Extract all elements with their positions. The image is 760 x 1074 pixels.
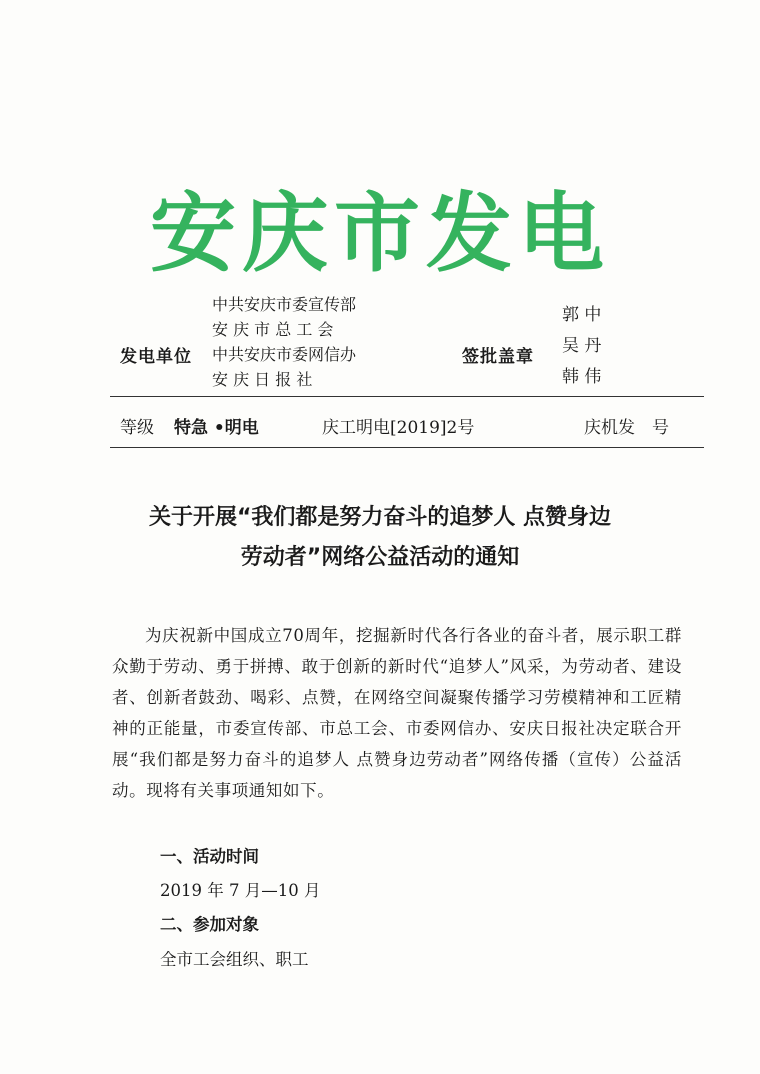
document-number: 庆工明电[2019]2号 bbox=[322, 418, 475, 438]
signer-item: 郭 中 bbox=[562, 305, 602, 325]
level-value: 特急 •明电 bbox=[174, 418, 259, 438]
section-heading: 一、活动时间 bbox=[160, 847, 259, 866]
issuer-list bbox=[212, 292, 356, 392]
level-label: 等级 bbox=[120, 418, 154, 438]
header-divider-top bbox=[110, 396, 704, 397]
section-text: 全市工会组织、职工 bbox=[160, 950, 309, 969]
document-title-line1: 关于开展“我们都是努力奋斗的追梦人 点赞身边 bbox=[148, 505, 612, 530]
issuer-item: 中共安庆市委网信办 bbox=[212, 345, 357, 364]
header-divider-bottom bbox=[110, 447, 704, 448]
issuer-item: 安 庆 市 总 工 会 bbox=[212, 320, 334, 339]
signer-list bbox=[562, 300, 601, 393]
issuer-label: 发电单位 bbox=[120, 347, 192, 367]
issuer-item: 中共安庆市委宣传部 bbox=[212, 295, 357, 314]
machine-number: 庆机发 号 bbox=[584, 418, 669, 438]
masthead-title: 安庆市发电 bbox=[150, 184, 610, 284]
section-heading: 二、参加对象 bbox=[160, 915, 259, 934]
signer-item: 韩 伟 bbox=[562, 367, 602, 387]
document-title-line2: 劳动者”网络公益活动的通知 bbox=[240, 545, 520, 570]
issuer-item: 安 庆 日 报 社 bbox=[212, 370, 313, 389]
body-paragraph: 为庆祝新中国成立70周年，挖掘新时代各行各业的奋斗者，展示职工群众勤于劳动、勇于拼搏、敢于创新的新时代“追梦人”风采，为劳动者、建设者、创新者鼓劲、喝彩、点赞，在网络空间凝聚传播学习劳模精神和工匠精神的正能量，市委宣传部、市总工会、市委网信办、安庆日报社决定联合开展“我们都是努力奋斗的追梦人 点赞身边劳动者”网络传播（宣传）公益活动。现将有关事项通知如下。 bbox=[112, 626, 682, 800]
signer-item: 吴 丹 bbox=[562, 336, 602, 356]
approval-label: 签批盖章 bbox=[462, 347, 534, 367]
section-text: 2019 年 7 月—10 月 bbox=[160, 881, 321, 900]
